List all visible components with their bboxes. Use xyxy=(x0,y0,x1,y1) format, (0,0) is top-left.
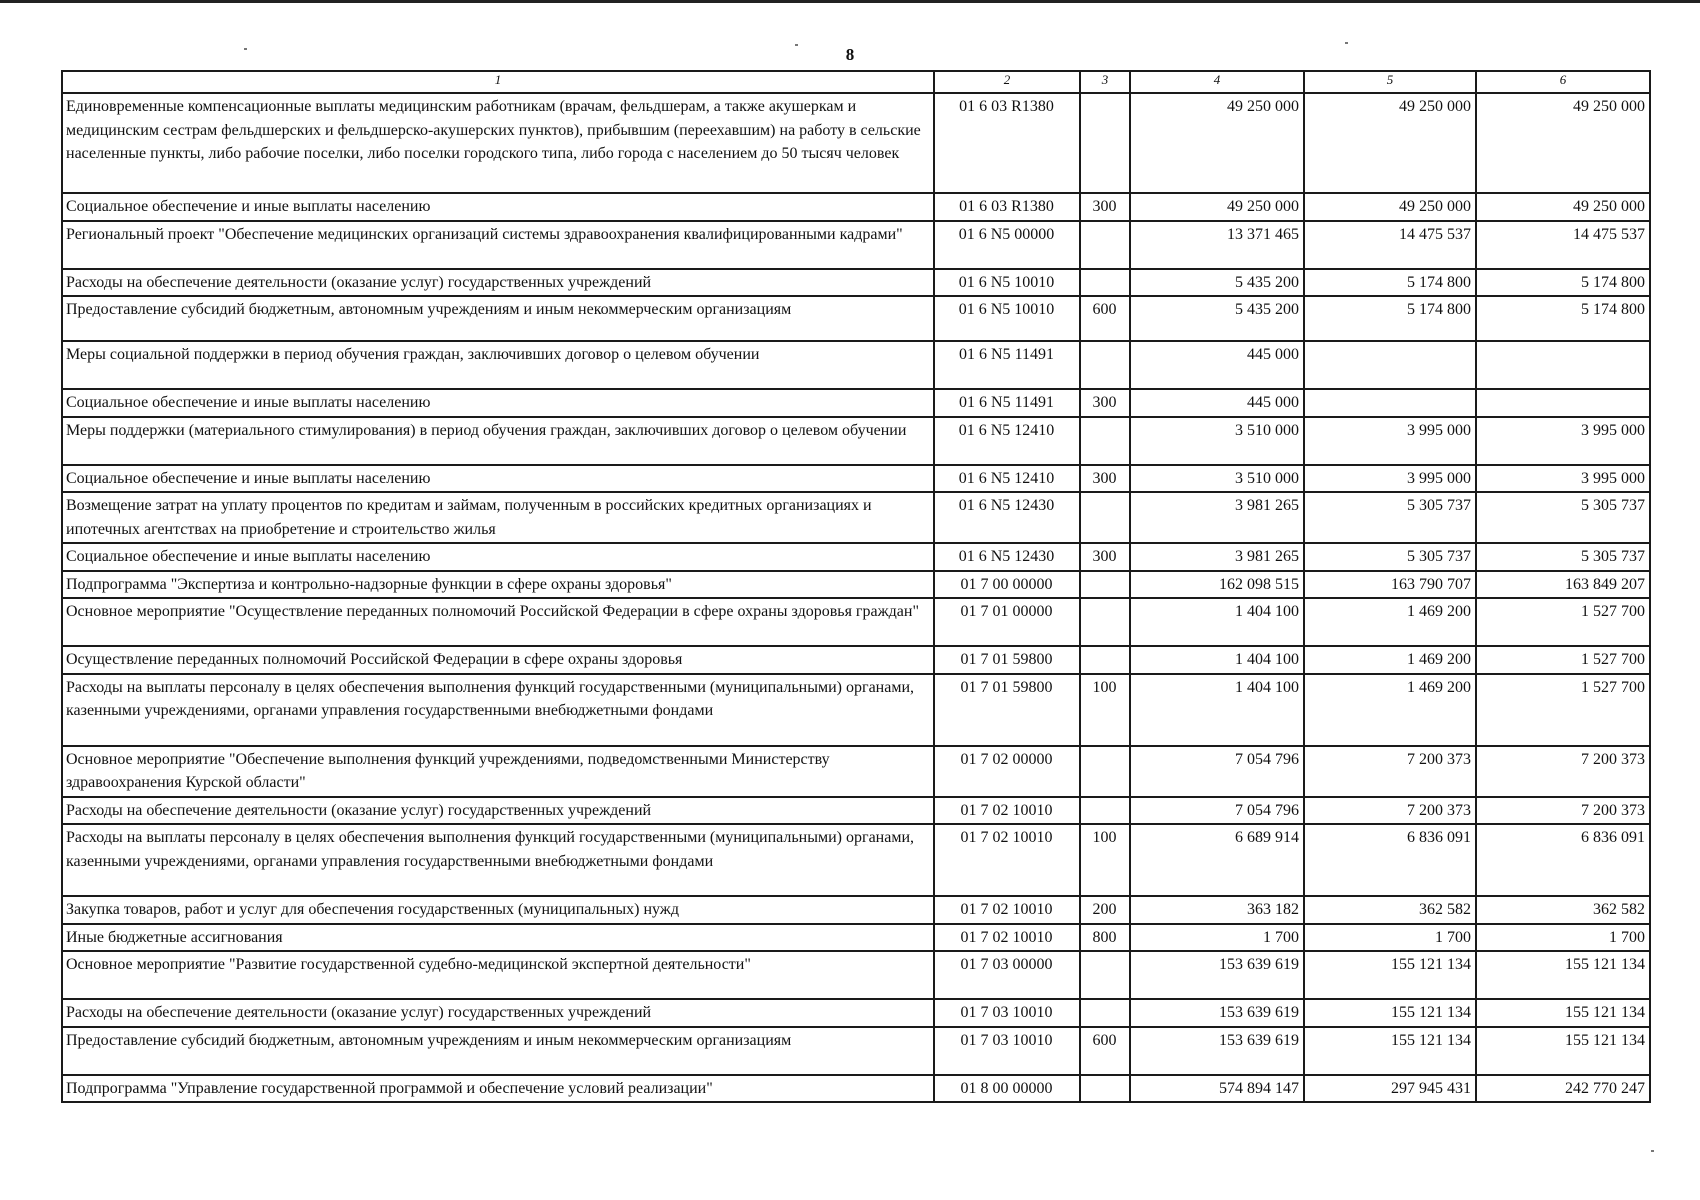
row-type xyxy=(1080,746,1130,797)
row-value-col4: 6 689 914 xyxy=(1130,824,1304,896)
row-code: 01 7 01 00000 xyxy=(934,598,1080,646)
header-cell: 5 xyxy=(1304,71,1476,93)
table-row xyxy=(62,571,1650,599)
row-value-col5: 3 995 000 xyxy=(1304,465,1476,493)
row-value-col6: 5 174 800 xyxy=(1476,269,1650,297)
row-value-col6: 3 995 000 xyxy=(1476,465,1650,493)
row-code: 01 6 N5 12410 xyxy=(934,417,1080,465)
table-row xyxy=(62,646,1650,674)
row-type: 200 xyxy=(1080,896,1130,924)
table-row xyxy=(62,389,1650,417)
row-value-col5: 1 469 200 xyxy=(1304,674,1476,746)
budget-table xyxy=(61,70,1651,1103)
scan-speck xyxy=(795,44,798,46)
row-value-col6: 5 305 737 xyxy=(1476,492,1650,543)
row-value-col4: 49 250 000 xyxy=(1130,93,1304,193)
row-description: Расходы на выплаты персоналу в целях обеспечения выполнения функций государственными (муниципальными) органами, казенными учреждениями, органами управления государственными внебюджетными фондами xyxy=(62,674,934,746)
row-value-col4: 3 981 265 xyxy=(1130,543,1304,571)
row-value-col5: 6 836 091 xyxy=(1304,824,1476,896)
table-row xyxy=(62,824,1650,896)
row-code: 01 7 01 59800 xyxy=(934,646,1080,674)
row-value-col6: 14 475 537 xyxy=(1476,221,1650,269)
row-value-col6: 1 527 700 xyxy=(1476,598,1650,646)
table-row xyxy=(62,1075,1650,1103)
row-description: Региональный проект "Обеспечение медицинских организаций системы здравоохранения квалифицированными кадрами" xyxy=(62,221,934,269)
row-description: Социальное обеспечение и иные выплаты населению xyxy=(62,193,934,221)
row-value-col4: 153 639 619 xyxy=(1130,999,1304,1027)
row-value-col5: 5 174 800 xyxy=(1304,269,1476,297)
row-value-col4: 153 639 619 xyxy=(1130,1027,1304,1075)
row-code: 01 6 N5 12430 xyxy=(934,492,1080,543)
row-value-col5: 155 121 134 xyxy=(1304,999,1476,1027)
row-value-col6: 1 527 700 xyxy=(1476,646,1650,674)
row-value-col6: 3 995 000 xyxy=(1476,417,1650,465)
row-value-col4: 7 054 796 xyxy=(1130,797,1304,825)
row-value-col4: 363 182 xyxy=(1130,896,1304,924)
row-description: Основное мероприятие "Развитие государственной судебно-медицинской экспертной деятельности" xyxy=(62,951,934,999)
row-code: 01 7 03 00000 xyxy=(934,951,1080,999)
row-description: Расходы на выплаты персоналу в целях обеспечения выполнения функций государственными (муниципальными) органами, казенными учреждениями, органами управления государственными внебюджетными фондами xyxy=(62,824,934,896)
table-row xyxy=(62,999,1650,1027)
row-code: 01 7 02 10010 xyxy=(934,896,1080,924)
row-code: 01 8 00 00000 xyxy=(934,1075,1080,1103)
row-code: 01 7 03 10010 xyxy=(934,999,1080,1027)
row-code: 01 6 03 R1380 xyxy=(934,93,1080,193)
row-description: Подпрограмма "Управление государственной программой и обеспечение условий реализации" xyxy=(62,1075,934,1103)
row-type: 100 xyxy=(1080,674,1130,746)
table-row xyxy=(62,896,1650,924)
row-description: Возмещение затрат на уплату процентов по кредитам и займам, полученным в российских кредитных организациях и ипотечных агентствах на приобретение и строительство жилья xyxy=(62,492,934,543)
row-value-col5: 7 200 373 xyxy=(1304,746,1476,797)
table-row xyxy=(62,1027,1650,1075)
row-code: 01 7 02 10010 xyxy=(934,797,1080,825)
row-description: Социальное обеспечение и иные выплаты населению xyxy=(62,389,934,417)
row-description: Осуществление переданных полномочий Российской Федерации в сфере охраны здоровья xyxy=(62,646,934,674)
row-code: 01 7 02 10010 xyxy=(934,924,1080,952)
row-value-col5: 163 790 707 xyxy=(1304,571,1476,599)
row-description: Социальное обеспечение и иные выплаты населению xyxy=(62,465,934,493)
row-code: 01 7 02 10010 xyxy=(934,824,1080,896)
table-row xyxy=(62,951,1650,999)
row-value-col6: 49 250 000 xyxy=(1476,193,1650,221)
row-type xyxy=(1080,492,1130,543)
row-description: Подпрограмма "Экспертиза и контрольно-надзорные функции в сфере охраны здоровья" xyxy=(62,571,934,599)
row-value-col4: 445 000 xyxy=(1130,341,1304,389)
row-value-col4: 1 700 xyxy=(1130,924,1304,952)
row-code: 01 6 N5 10010 xyxy=(934,269,1080,297)
row-description: Предоставление субсидий бюджетным, автономным учреждениям и иным некоммерческим организациям xyxy=(62,1027,934,1075)
table-row xyxy=(62,193,1650,221)
row-value-col4: 1 404 100 xyxy=(1130,598,1304,646)
table-header-row xyxy=(62,71,1650,93)
table-row xyxy=(62,417,1650,465)
row-type xyxy=(1080,417,1130,465)
table-row xyxy=(62,797,1650,825)
row-value-col4: 49 250 000 xyxy=(1130,193,1304,221)
row-value-col5: 1 469 200 xyxy=(1304,598,1476,646)
header-cell: 3 xyxy=(1080,71,1130,93)
row-value-col4: 3 981 265 xyxy=(1130,492,1304,543)
row-value-col4: 5 435 200 xyxy=(1130,296,1304,341)
row-type xyxy=(1080,269,1130,297)
row-type xyxy=(1080,598,1130,646)
row-code: 01 6 N5 10010 xyxy=(934,296,1080,341)
row-type xyxy=(1080,646,1130,674)
row-value-col6: 362 582 xyxy=(1476,896,1650,924)
row-value-col6: 5 305 737 xyxy=(1476,543,1650,571)
row-description: Расходы на обеспечение деятельности (оказание услуг) государственных учреждений xyxy=(62,797,934,825)
row-code: 01 7 03 10010 xyxy=(934,1027,1080,1075)
table-row xyxy=(62,296,1650,341)
row-value-col6: 7 200 373 xyxy=(1476,797,1650,825)
table-row xyxy=(62,465,1650,493)
row-value-col4: 574 894 147 xyxy=(1130,1075,1304,1103)
row-code: 01 6 N5 12430 xyxy=(934,543,1080,571)
table-row xyxy=(62,341,1650,389)
row-value-col5 xyxy=(1304,341,1476,389)
row-value-col6: 1 527 700 xyxy=(1476,674,1650,746)
row-value-col5: 49 250 000 xyxy=(1304,93,1476,193)
table-row xyxy=(62,674,1650,746)
row-value-col5: 14 475 537 xyxy=(1304,221,1476,269)
row-code: 01 6 N5 11491 xyxy=(934,341,1080,389)
row-type: 100 xyxy=(1080,824,1130,896)
row-value-col4: 1 404 100 xyxy=(1130,646,1304,674)
table-row xyxy=(62,543,1650,571)
row-type xyxy=(1080,999,1130,1027)
page-top-border xyxy=(0,0,1700,3)
row-value-col5: 1 469 200 xyxy=(1304,646,1476,674)
row-value-col6: 163 849 207 xyxy=(1476,571,1650,599)
row-type xyxy=(1080,1075,1130,1103)
row-value-col5: 155 121 134 xyxy=(1304,951,1476,999)
scan-speck xyxy=(1345,42,1348,44)
header-cell: 6 xyxy=(1476,71,1650,93)
scan-speck xyxy=(1651,1150,1654,1152)
row-type xyxy=(1080,571,1130,599)
row-value-col6: 7 200 373 xyxy=(1476,746,1650,797)
row-type: 600 xyxy=(1080,296,1130,341)
row-value-col4: 162 098 515 xyxy=(1130,571,1304,599)
row-value-col6: 5 174 800 xyxy=(1476,296,1650,341)
row-value-col5: 1 700 xyxy=(1304,924,1476,952)
table-row xyxy=(62,924,1650,952)
row-value-col6: 155 121 134 xyxy=(1476,1027,1650,1075)
scan-speck xyxy=(244,48,247,50)
row-type xyxy=(1080,797,1130,825)
row-description: Расходы на обеспечение деятельности (оказание услуг) государственных учреждений xyxy=(62,999,934,1027)
table-row xyxy=(62,492,1650,543)
row-value-col4: 1 404 100 xyxy=(1130,674,1304,746)
row-code: 01 6 03 R1380 xyxy=(934,193,1080,221)
table-row xyxy=(62,269,1650,297)
row-description: Основное мероприятие "Осуществление переданных полномочий Российской Федерации в сфере охраны здоровья граждан" xyxy=(62,598,934,646)
header-cell: 1 xyxy=(62,71,934,93)
row-value-col5: 5 305 737 xyxy=(1304,492,1476,543)
row-value-col6: 155 121 134 xyxy=(1476,999,1650,1027)
row-value-col4: 153 639 619 xyxy=(1130,951,1304,999)
row-value-col4: 3 510 000 xyxy=(1130,465,1304,493)
table-row xyxy=(62,93,1650,193)
row-type: 600 xyxy=(1080,1027,1130,1075)
budget-table-body xyxy=(62,71,1650,1102)
row-value-col5: 362 582 xyxy=(1304,896,1476,924)
table-row xyxy=(62,598,1650,646)
row-description: Единовременные компенсационные выплаты медицинским работникам (врачам, фельдшерам, а также акушеркам и медицинским сестрам фельдшерских и фельдшерско-акушерских пунктов), прибывшим (переехавшим) на работу в сельские населенные пункты, либо рабочие поселки, либо поселки городского типа, либо города с населением до 50 тысяч человек xyxy=(62,93,934,193)
row-description: Меры социальной поддержки в период обучения граждан, заключивших договор о целевом обучении xyxy=(62,341,934,389)
row-value-col6: 155 121 134 xyxy=(1476,951,1650,999)
row-code: 01 7 00 00000 xyxy=(934,571,1080,599)
row-value-col6: 242 770 247 xyxy=(1476,1075,1650,1103)
row-value-col5: 155 121 134 xyxy=(1304,1027,1476,1075)
row-type xyxy=(1080,221,1130,269)
table-row xyxy=(62,746,1650,797)
row-type xyxy=(1080,951,1130,999)
row-value-col5: 5 305 737 xyxy=(1304,543,1476,571)
row-code: 01 7 01 59800 xyxy=(934,674,1080,746)
row-value-col4: 5 435 200 xyxy=(1130,269,1304,297)
row-value-col4: 3 510 000 xyxy=(1130,417,1304,465)
row-type xyxy=(1080,341,1130,389)
page-number: 8 xyxy=(845,45,855,64)
row-value-col6 xyxy=(1476,389,1650,417)
row-description: Социальное обеспечение и иные выплаты населению xyxy=(62,543,934,571)
row-value-col5: 3 995 000 xyxy=(1304,417,1476,465)
row-description: Основное мероприятие "Обеспечение выполнения функций учреждениями, подведомственными Министерству здравоохранения Курской области" xyxy=(62,746,934,797)
row-type: 300 xyxy=(1080,389,1130,417)
row-description: Меры поддержки (материального стимулирования) в период обучения граждан, заключивших договор о целевом обучении xyxy=(62,417,934,465)
table-row xyxy=(62,221,1650,269)
row-type xyxy=(1080,93,1130,193)
row-type: 300 xyxy=(1080,543,1130,571)
header-cell: 2 xyxy=(934,71,1080,93)
header-cell: 4 xyxy=(1130,71,1304,93)
row-description: Расходы на обеспечение деятельности (оказание услуг) государственных учреждений xyxy=(62,269,934,297)
row-value-col4: 13 371 465 xyxy=(1130,221,1304,269)
row-code: 01 6 N5 00000 xyxy=(934,221,1080,269)
row-value-col5 xyxy=(1304,389,1476,417)
row-value-col5: 297 945 431 xyxy=(1304,1075,1476,1103)
row-value-col4: 7 054 796 xyxy=(1130,746,1304,797)
row-type: 300 xyxy=(1080,465,1130,493)
row-description: Иные бюджетные ассигнования xyxy=(62,924,934,952)
row-value-col6: 6 836 091 xyxy=(1476,824,1650,896)
row-description: Предоставление субсидий бюджетным, автономным учреждениям и иным некоммерческим организациям xyxy=(62,296,934,341)
row-value-col6 xyxy=(1476,341,1650,389)
row-code: 01 6 N5 12410 xyxy=(934,465,1080,493)
row-value-col6: 1 700 xyxy=(1476,924,1650,952)
row-type: 800 xyxy=(1080,924,1130,952)
row-type: 300 xyxy=(1080,193,1130,221)
row-value-col4: 445 000 xyxy=(1130,389,1304,417)
row-code: 01 6 N5 11491 xyxy=(934,389,1080,417)
row-description: Закупка товаров, работ и услуг для обеспечения государственных (муниципальных) нужд xyxy=(62,896,934,924)
row-value-col6: 49 250 000 xyxy=(1476,93,1650,193)
row-value-col5: 5 174 800 xyxy=(1304,296,1476,341)
row-code: 01 7 02 00000 xyxy=(934,746,1080,797)
row-value-col5: 7 200 373 xyxy=(1304,797,1476,825)
row-value-col5: 49 250 000 xyxy=(1304,193,1476,221)
